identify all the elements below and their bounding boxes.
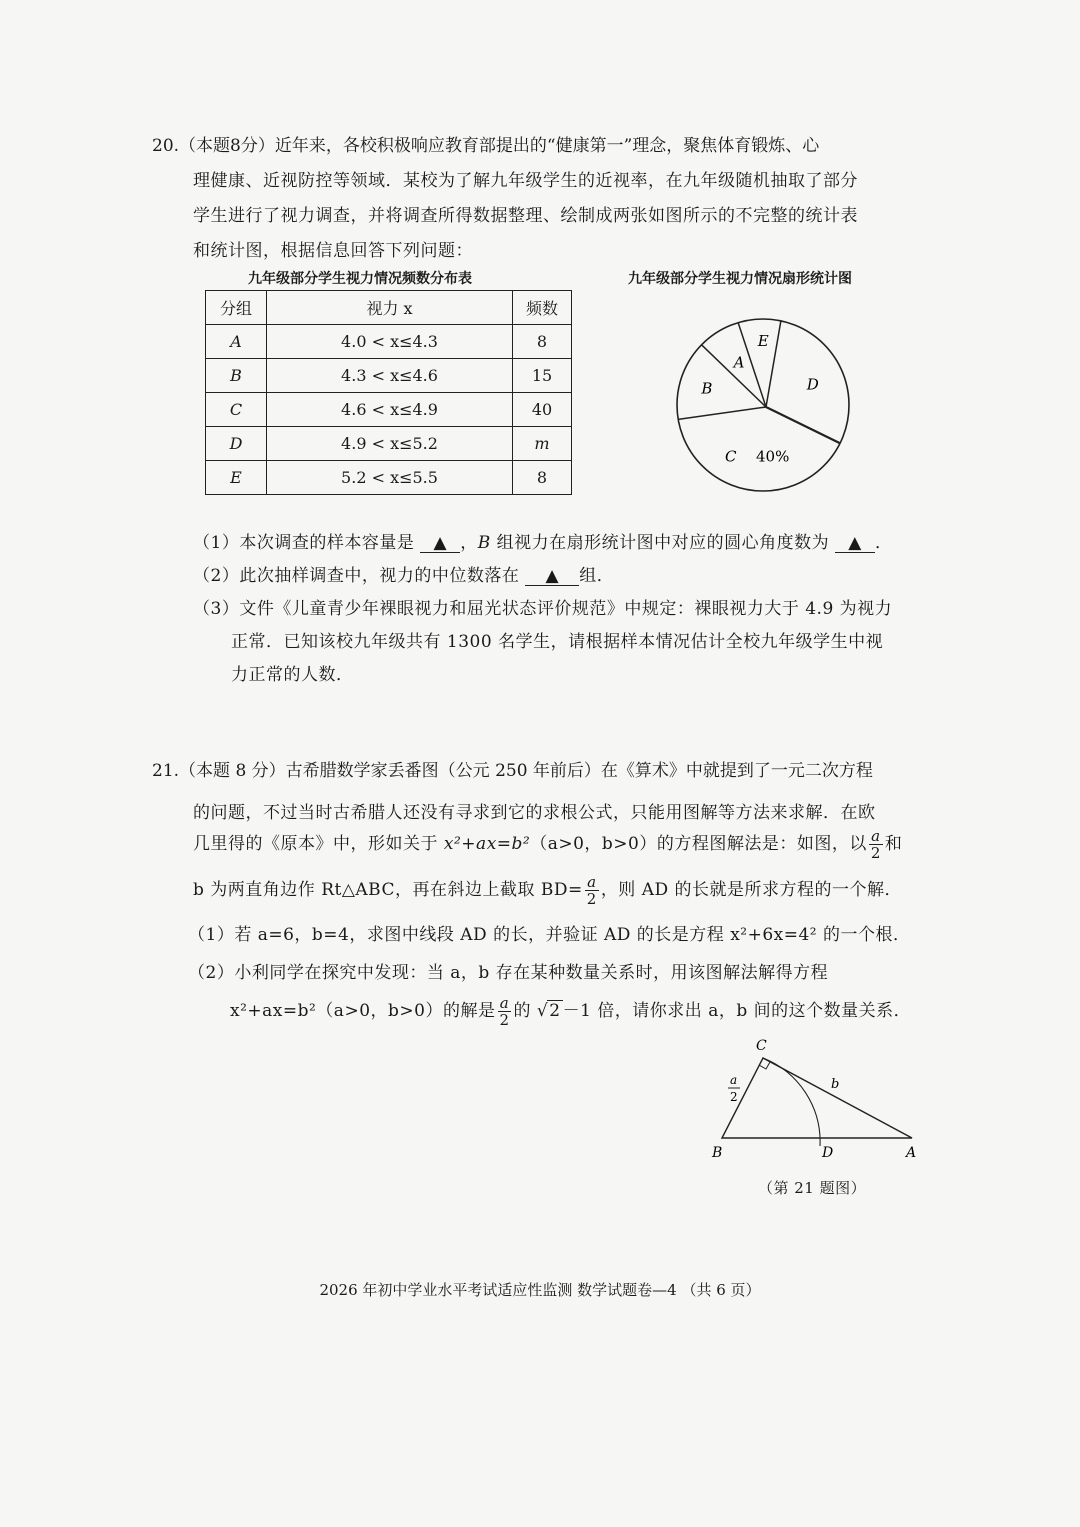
q20-sub3-line-2: 正常．已知该校九年级共有 1300 名学生，请根据样本情况估计全校九年级学生中视	[231, 632, 884, 652]
sqrt-expression: √2	[536, 1001, 561, 1021]
row-range: 4.6 < x≤4.9	[267, 393, 513, 427]
answer-blank-2[interactable]: ▲	[835, 534, 875, 553]
answer-blank-3[interactable]: ▲	[525, 567, 579, 586]
q20-points: （本题8分）	[179, 136, 275, 156]
fraction-a-over-2	[497, 995, 511, 1028]
q20-sub3-line-3: 力正常的人数．	[231, 665, 354, 685]
table-header-row	[206, 291, 572, 325]
label-side-b: b	[831, 1077, 840, 1092]
row-group: B	[206, 359, 267, 393]
q21-heading	[152, 756, 873, 781]
label-a-vertex: A	[906, 1145, 917, 1161]
label-c: C	[756, 1038, 767, 1054]
q21-sub2-text: x²+ax=b²（a>0，b>0）的解是	[230, 1001, 496, 1021]
q21-line-4-text: b 为两直角边作 Rt△ABC，再在斜边上截取 BD=	[193, 880, 583, 900]
q20-sub1-group: B	[477, 533, 491, 553]
q21-sub1: （1）若 a=6，b=4，求图中线段 AD 的长，并验证 AD 的长是方程 x²+6x=4² 的一个根．	[188, 925, 911, 945]
row-range: 5.2 < x≤5.5	[267, 461, 513, 495]
q20-sub2-text: （2）此次抽样调查中，视力的中位数落在	[193, 566, 520, 586]
fraction-numerator: a	[499, 994, 510, 1012]
row-group: A	[206, 325, 267, 359]
fraction-denominator: 2	[499, 1011, 510, 1029]
q20-sub1-comma: ，	[460, 533, 478, 553]
arc-bd	[763, 1058, 820, 1146]
q20-line-4: 和统计图，根据信息回答下列问题：	[193, 241, 473, 261]
table-row	[206, 427, 572, 461]
q20-heading	[152, 131, 819, 156]
row-frequency: 15	[513, 359, 572, 393]
fraction-a-over-2	[869, 828, 883, 861]
row-range: 4.9 < x≤5.2	[267, 427, 513, 461]
q20-sub1-period: ．	[875, 533, 893, 553]
q20-sub1	[193, 528, 893, 553]
q21-number: 21.	[152, 761, 180, 781]
table-caption: 九年级部分学生视力情况频数分布表	[248, 271, 472, 287]
q20-number: 20.	[152, 136, 180, 156]
page-footer: 2026 年初中学业水平考试适应性监测 数学试题卷—4 （共 6 页）	[319, 1281, 761, 1299]
q20-sub1-text-2: 组视力在扇形统计图中对应的圆心角度数为	[490, 533, 830, 553]
q20-line-3: 学生进行了视力调查，并将调查所得数据整理、绘制成两张如图所示的不完整的统计表	[193, 206, 858, 226]
answer-blank-1[interactable]: ▲	[420, 534, 460, 553]
q20-sub2-end: 组．	[579, 566, 615, 586]
q21-line-1: 古希腊数学家丢番图（公元 250 年前后）在《算术》中就提到了一元二次方程	[285, 761, 873, 781]
table-row	[206, 359, 572, 393]
header-group: 分组	[206, 291, 267, 325]
header-frequency: 频数	[513, 291, 572, 325]
pie-chart	[668, 310, 858, 500]
q21-sub2-line-1: （2）小利同学在探究中发现：当 a，b 存在某种数量关系时，用该图解法解得方程	[188, 963, 829, 983]
q21-line-4	[193, 874, 902, 907]
pie-slice-label-a: A	[733, 353, 745, 372]
label-side-a: a	[730, 1073, 738, 1087]
triangle-abc	[722, 1058, 912, 1138]
label-side-two: 2	[730, 1090, 738, 1104]
table-row	[206, 461, 572, 495]
q21-line-3-text: 几里得的《原本》中，形如关于	[193, 834, 444, 854]
q20-sub3-line-1: （3）文件《儿童青少年裸眼视力和屈光状态评价规范》中规定：裸眼视力大于 4.9 为视力	[193, 599, 893, 619]
pie-slice-label-d: D	[806, 375, 819, 394]
q21-line-3-text-2: （a>0，b>0）的方程图解法是：如图，以	[530, 834, 867, 854]
row-frequency: 40	[513, 393, 572, 427]
q20-line-1: 近年来，各校积极响应教育部提出的“健康第一”理念，聚焦体育锻炼、心	[274, 136, 820, 156]
q21-line-3-text-3: 和	[884, 834, 903, 854]
q21-points: （本题 8 分）	[179, 761, 286, 781]
q21-sub2-text-3: －1 倍，请你求出 a，b 间的这个数量关系．	[562, 1001, 912, 1021]
header-vision: 视力 x	[267, 291, 513, 325]
pie-slice-label-e: E	[757, 332, 769, 351]
row-group: D	[206, 427, 267, 461]
row-frequency: m	[513, 427, 572, 461]
sqrt-radicand: 2	[549, 1001, 561, 1021]
row-group: C	[206, 393, 267, 427]
pie-slice-boundary	[678, 407, 766, 419]
table-row	[206, 325, 572, 359]
fraction-numerator: a	[871, 827, 881, 845]
pie-slice-label-c: C	[724, 447, 737, 466]
q21-line-3	[193, 828, 902, 861]
q21-sub2-text-2: 的	[513, 1001, 531, 1021]
row-group: E	[206, 461, 267, 495]
q21-line-4-text-2: ，则 AD 的长就是所求方程的一个解．	[600, 880, 903, 900]
pie-slice-boundary	[766, 407, 840, 443]
q20-sub2	[193, 561, 614, 586]
table-row	[206, 393, 572, 427]
q21-equation: x²+ax=b²	[443, 834, 531, 854]
fraction-numerator: a	[587, 873, 597, 891]
q21-sub2-line-2	[230, 995, 911, 1028]
fraction-denominator: 2	[586, 890, 597, 908]
chart-caption: 九年级部分学生视力情况扇形统计图	[628, 271, 852, 287]
q21-line-2: 的问题，不过当时古希腊人还没有寻求到它的求根公式，只能用图解等方法来求解．在欧	[193, 803, 876, 823]
row-frequency: 8	[513, 461, 572, 495]
fraction-a-over-2	[585, 874, 599, 907]
fraction-denominator: 2	[870, 844, 881, 862]
frequency-table	[205, 290, 572, 495]
triangle-figure	[700, 1036, 940, 1166]
pie-slice-percent: 40%	[756, 447, 790, 466]
row-range: 4.0 < x≤4.3	[267, 325, 513, 359]
q20-sub1-text: （1）本次调查的样本容量是	[193, 533, 415, 553]
label-b-vertex: B	[712, 1145, 723, 1161]
row-range: 4.3 < x≤4.6	[267, 359, 513, 393]
q20-line-2: 理健康、近视防控等领域．某校为了解九年级学生的近视率，在九年级随机抽取了部分	[193, 171, 858, 191]
label-d: D	[822, 1145, 834, 1161]
figure-caption: （第 21 题图）	[758, 1179, 867, 1197]
row-frequency: 8	[513, 325, 572, 359]
pie-slice-label-b: B	[701, 379, 713, 398]
